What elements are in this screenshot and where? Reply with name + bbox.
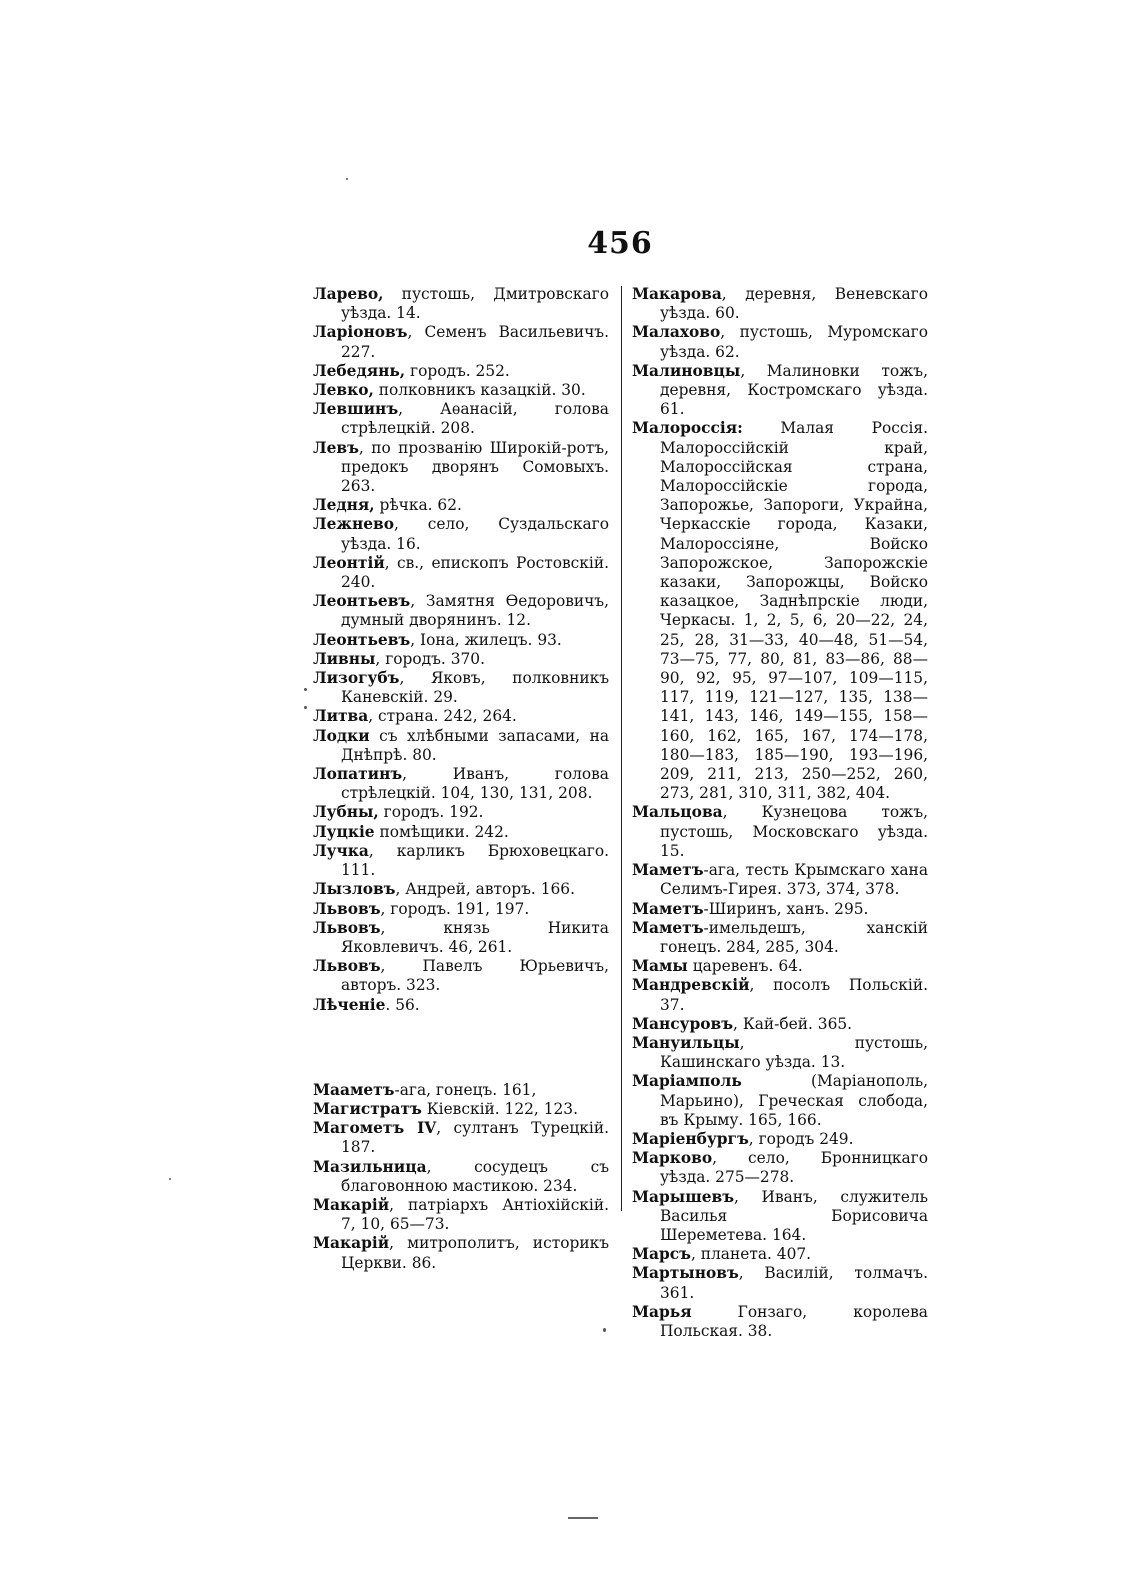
entry-headword: Мансуровъ [632,1014,734,1033]
entry-text: , султанъ Турецкій. 187. [341,1119,609,1157]
entry-text: , Кай-бей. 365. [733,1014,853,1033]
entry-text: , городъ. 191, 197. [380,899,530,918]
entry-group-m [313,1081,609,1273]
index-entry [313,957,609,995]
entry-text: , пустошь, Кашинскаго уѣзда. 13. [660,1033,928,1072]
entry-text: , село, Бронницкаго уѣзда. 275—278. [660,1149,928,1187]
index-entry [313,515,609,553]
scan-speck [603,1328,606,1332]
entry-headword: Леонтьевъ [313,630,411,649]
index-entry [632,1303,928,1341]
entry-headword: Малахово [632,323,721,342]
index-entry [632,1034,928,1072]
entry-text: , Замятня Ѳедоровичъ, думный дворянинъ. 12. [341,592,609,630]
entry-text: , св., епископъ Ростовскій. 240. [341,553,609,592]
entry-headword: Львовъ [313,899,381,918]
entry-headword: Макарова [632,285,722,303]
index-entry [313,803,609,822]
index-entry [313,880,609,899]
entry-headword: Луцкіе [313,822,375,841]
entry-text: -ага, гонецъ. 161, [394,1080,537,1099]
index-entry [313,650,609,669]
entry-text: , городъ. 370. [375,649,485,668]
entry-headword: Магистратъ [313,1099,422,1118]
index-entry [313,362,609,381]
index-entry [632,1264,928,1302]
entry-headword: Мазильница [313,1157,427,1176]
entry-headword: Лебедянь, [313,361,406,380]
entry-text: , по прозванію Широкій-ротъ, предокъ дворянъ Сомовыхъ. 263. [341,438,609,496]
entry-headword: Левко, [313,381,374,400]
entry-headword: Маметъ [632,918,704,937]
index-entry [632,919,928,957]
entry-text: , село, Суздальскаго уѣзда. 16. [341,515,609,553]
entry-text: , городъ 249. [748,1129,854,1148]
entry-headword: Малороссія: [632,419,743,438]
entry-text: помѣщики. 242. [374,822,509,841]
entry-text: , Иванъ, служитель Василья Борисовича Шереметева. 164. [660,1187,928,1244]
index-entry [313,919,609,957]
entry-headword: Ледня, [313,496,375,515]
index-entry [313,592,609,630]
index-entry [632,861,928,899]
entry-headword: Леонтій [313,553,385,572]
scan-speck [304,706,307,709]
entry-text: , Павелъ Юрьевичъ, авторъ. 323. [341,957,609,995]
entry-headword: Леонтьевъ [313,592,411,611]
entry-headword: Мандревскій [632,976,750,995]
index-entry [313,439,609,497]
entry-headword: Лызловъ [313,880,396,899]
entry-text: царевенъ. 64. [687,957,803,976]
entry-text: , страна. 242, 264. [368,707,517,726]
index-entry [632,1188,928,1246]
entry-text: -Ширинъ, ханъ. 295. [703,899,869,918]
entry-headword: Лизогубъ [313,669,400,688]
entry-text: рѣчка. 62. [374,496,462,515]
entry-text: , карликъ Брюховецкаго. 111. [341,841,609,880]
entry-headword: Маріамполь [632,1072,742,1091]
entry-text: , деревня, Веневскаго уѣзда. 60. [660,285,928,323]
index-entry [313,1119,609,1157]
entry-text: полковникъ казацкій. 30. [373,381,586,400]
scan-speck [346,178,348,180]
index-entry [313,1100,609,1119]
entry-group-l [313,285,609,1015]
entry-headword: Марково [632,1149,713,1168]
entry-group-m-continued [632,285,928,1341]
index-column-right [632,285,928,1341]
entry-text: , посолъ Польскій. 37. [660,976,928,1014]
entry-text: , сосудецъ съ благовонною мастикою. 234. [341,1157,609,1195]
entry-text: , Іона, жилецъ. 93. [410,630,562,649]
index-entry [632,285,928,323]
index-entry [313,1081,609,1100]
index-column-left [313,285,609,1273]
entry-headword: Мамы [632,957,688,976]
entry-text: -имельдешъ, ханскій гонецъ. 284, 285, 304. [660,918,928,956]
index-entry [632,323,928,361]
entry-headword: Марышевъ [632,1187,735,1206]
entry-headword: Марья [632,1302,692,1321]
entry-text: , Василій, толмачъ. 361. [660,1264,928,1302]
entry-headword: Ливны [313,649,376,668]
entry-headword: Мартыновъ [632,1264,739,1283]
entry-headword: Литва [313,707,369,726]
page-number: 456 [587,226,653,261]
index-entry [632,1149,928,1187]
entry-text: , планета. 407. [690,1245,812,1264]
entry-headword: Ларіоновъ [313,323,408,342]
entry-headword: Маметъ [632,899,704,918]
entry-headword: Лопатинъ [313,765,403,784]
entry-headword: Львовъ [313,918,381,937]
entry-headword: Маріенбургъ [632,1129,749,1148]
entry-text: , Малиновки тожъ, деревня, Костромскаго уѣзда. 61. [660,361,928,419]
entry-headword: Левъ [313,438,359,457]
entry-text: , митрополитъ, историкъ Церкви. 86. [341,1234,609,1272]
entry-headword: Лучка [313,841,369,860]
index-entry [313,1158,609,1196]
entry-headword: Лодки [313,726,370,745]
entry-text: городъ. 192. [378,803,484,822]
index-entry [313,1196,609,1234]
index-entry [313,400,609,438]
entry-text: Кіевскій. 122, 123. [421,1099,578,1118]
entry-text: , Иванъ, голова стрѣлецкій. 104, 130, 131, 208. [341,765,609,803]
entry-text: пустошь, Дмитровскаго уѣзда. 14. [341,285,609,323]
index-entry [632,1072,928,1130]
entry-headword: Лѣченіе [313,995,386,1014]
entry-text: (Маріанополь, Марьино), Греческая слобода, въ Крыму. 165, 166. [660,1072,928,1129]
entry-text: , патріархъ Антіохійскій. 7, 10, 65—73. [341,1195,609,1234]
index-entry [313,669,609,707]
bottom-rule-mark [568,1517,598,1519]
entry-text: , князь Никита Яковлевичъ. 46, 261. [341,918,609,956]
index-entry [632,419,928,803]
index-entry [313,707,609,726]
entry-headword: Макарій [313,1234,390,1253]
index-entry [632,976,928,1014]
index-entry [632,1015,928,1034]
index-entry [313,823,609,842]
index-entry [313,323,609,361]
entry-text: , Аѳанасій, голова стрѣлецкій. 208. [341,400,609,438]
entry-text: съ хлѣбными запасами, на Днѣпрѣ. 80. [341,726,609,764]
index-entry [632,1130,928,1149]
scan-speck [169,1178,171,1180]
column-divider [621,286,622,1211]
entry-headword: Лежнево [313,515,394,534]
entry-text: городъ. 252. [405,361,510,380]
index-entry [313,285,609,323]
index-entry [632,900,928,919]
entry-text: , пустошь, Муромскаго уѣзда. 62. [660,323,928,361]
entry-headword: Мальцова [632,803,723,822]
entry-text: Гонзаго, королева Польская. 38. [660,1302,928,1340]
entry-text: Малая Россія. Малороссійскій край, Малороссійская страна, Малороссійскіе города, Запорожье, Запороги, Украйна, Черкасскіе города, Казаки, Малороссіяне, Войско Запорожское, Запорожскіе казаки, Запорожцы, Войско казацкое, Заднѣпрскіе люди, Черкасы. 1, 2, 5, 6, 20—22, 24, 25, 28, 31—33, 40—48, 51—54, 73—75, 77, 80, 81, 83—86, 88—90, 92, 95, 97—107, 109—115, 117, 119, 121—127, 135, 138—141, 143, 146, 149—155, 158—160, 162, 165, 167, 174—178, 180—183, 185—190, 193—196, 209, 211, 213, 250—252, 260, 273, 281, 310, 311, 382, 404. [660,419,928,803]
scan-speck [304,688,307,691]
index-entry [313,554,609,592]
entry-headword: Львовъ [313,957,381,976]
index-entry [313,381,609,400]
index-entry [313,842,609,880]
index-entry [313,1234,609,1272]
entry-headword: Ларево, [313,285,384,303]
entry-headword: Лубны, [313,803,379,822]
index-entry [313,765,609,803]
index-entry [313,727,609,765]
entry-headword: Макарій [313,1195,390,1214]
entry-text: , Кузнецова тожъ, пустошь, Московскаго уѣзда. 15. [660,803,928,860]
entry-text: -ага, тесть Крымскаго хана Селимъ-Гирея. 373, 374, 378. [660,861,928,899]
index-entry [632,957,928,976]
entry-headword: Маметъ [632,861,704,880]
entry-text: , Андрей, авторъ. 166. [395,880,575,899]
index-entry [313,900,609,919]
entry-headword: Марсъ [632,1245,691,1264]
index-entry [632,362,928,420]
entry-headword: Левшинъ [313,400,399,419]
entry-text: , Семенъ Васильевичъ. 227. [341,323,609,361]
entry-headword: Магометъ IV [313,1119,437,1138]
entry-text: , Яковъ, полковникъ Каневскій. 29. [341,669,609,707]
index-entry [632,1245,928,1264]
section-gap [313,1015,609,1081]
entry-text: . 56. [385,995,420,1014]
index-entry [313,496,609,515]
index-entry [313,631,609,650]
entry-headword: Мааметъ [313,1080,395,1099]
index-entry [632,803,928,861]
entry-headword: Мануильцы [632,1033,740,1052]
entry-headword: Малиновцы [632,361,741,380]
index-entry [313,996,609,1015]
